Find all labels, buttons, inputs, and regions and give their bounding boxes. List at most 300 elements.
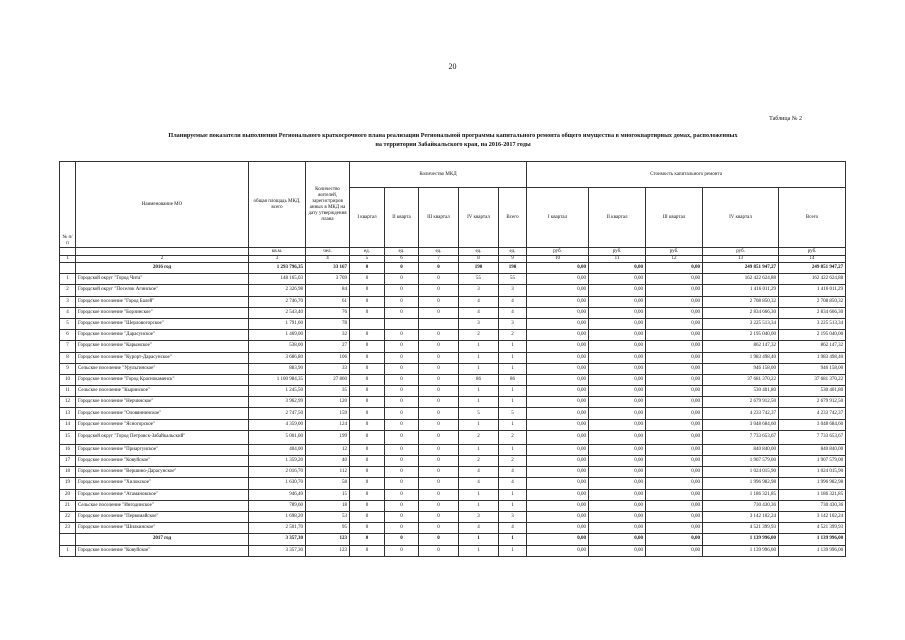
table-row [60,467,846,478]
unit-cell: руб. [527,248,589,256]
municipality-name: Городское поселение "Ковуйское" [76,456,249,467]
cost-q4: 3 225 513,34 [703,318,779,329]
table-row [60,545,846,556]
column-number: 9 [499,256,527,263]
cost-total: 530 401,80 [779,386,846,397]
cost-q2: 0,00 [589,330,646,341]
cost-q4: 862 147,32 [703,341,779,352]
table-row [60,330,846,341]
municipality-name: Городское поселение "Атамановское" [76,489,249,500]
mkd-q4: 1 [459,444,499,455]
cost-q3: 0,00 [646,467,703,478]
cost-q2: 0,00 [589,341,646,352]
municipality-name: Городской округ "Город Петровск-Забайкальский" [76,430,249,444]
mkd-q3: 0 [419,500,459,511]
mkd-total: 1 [499,352,527,363]
mkd-q4: 4 [459,478,499,489]
cost-total: 1 907 579,00 [779,456,846,467]
column-number: 10 [527,256,589,263]
unit-cell [76,248,249,256]
mkd-total: 1 [499,489,527,500]
cost-q4: 4 233 742,37 [703,408,779,419]
cost-q1: 0,00 [527,478,589,489]
mkd-q2: 0 [385,511,419,522]
area-value: 538,00 [249,341,306,352]
mkd-q2: 0 [385,489,419,500]
cost-total: 3 048 684,60 [779,419,846,430]
area-value: 1 791,60 [249,318,306,329]
mkd-q4: 3 [459,318,499,329]
mkd-total: 3 [499,511,527,522]
mkd-q1: 0 [350,397,385,408]
cost-q2: 0,00 [589,489,646,500]
area-value: 2 326,98 [249,285,306,296]
table-row [60,523,846,534]
year-total-row [60,263,846,274]
row-number [60,534,76,545]
municipality-name: Городской округ "Город Чита" [76,274,249,285]
municipality-name: Городское поселение "Курорт-Дарасунское" [76,352,249,363]
unit-cell: руб. [646,248,703,256]
mkd-total: 4 [499,307,527,318]
row-number: 18 [60,467,76,478]
residents-value: 27 [306,341,350,352]
table-row [60,296,846,307]
cost-q1: 0,00 [527,430,589,444]
mkd-q1: 0 [350,352,385,363]
mkd-q3: 0 [419,467,459,478]
table-body [60,263,846,557]
unit-cell [60,248,76,256]
mkd-q1: 0 [350,511,385,522]
cost-q2: 0,00 [589,307,646,318]
cost-q4: 7 733 653,67 [703,430,779,444]
area-value: 883,90 [249,363,306,374]
cost-q4: 946 158,00 [703,363,779,374]
area-value: 2 501,70 [249,523,306,534]
mkd-q2: 0 [385,341,419,352]
cost-q1: 0,00 [527,263,589,274]
mkd-q2: 0 [385,467,419,478]
column-number: 13 [703,256,779,263]
cost-total: 7 733 653,67 [779,430,846,444]
mkd-q2: 0 [385,263,419,274]
units-row [60,248,846,256]
column-number: 1 [60,256,76,263]
area-value: 2 016,70 [249,467,306,478]
mkd-total: 2 [499,456,527,467]
cost-total: 4 233 742,37 [779,408,846,419]
mkd-q1: 0 [350,523,385,534]
mkd-total: 190 [499,263,527,274]
municipality-name: Городское поселение "Приаргунское" [76,444,249,455]
table-row [60,352,846,363]
row-number: 21 [60,500,76,511]
cost-q3: 0,00 [646,352,703,363]
table-row [60,500,846,511]
header-cost-q3: III квартал [646,188,703,248]
header-total: Всего [499,188,527,248]
residents-value: 35 [306,386,350,397]
mkd-q2: 0 [385,500,419,511]
mkd-total: 1 [499,444,527,455]
row-number: 11 [60,386,76,397]
row-number: 15 [60,430,76,444]
cost-total: 730 430,36 [779,500,846,511]
mkd-q2: 0 [385,545,419,556]
row-number: 2 [60,285,76,296]
area-value: 3 686,80 [249,352,306,363]
cost-q2: 0,00 [589,419,646,430]
mkd-q4: 2 [459,430,499,444]
mkd-total: 3 [499,318,527,329]
cost-total: 3 225 513,34 [779,318,846,329]
cost-q3: 0,00 [646,386,703,397]
cost-q2: 0,00 [589,478,646,489]
row-number: 17 [60,456,76,467]
mkd-q2: 0 [385,363,419,374]
cost-q1: 0,00 [527,296,589,307]
cost-q3: 0,00 [646,419,703,430]
cost-q1: 0,00 [527,419,589,430]
cost-q1: 0,00 [527,330,589,341]
cost-q3: 0,00 [646,523,703,534]
cost-q2: 0,00 [589,296,646,307]
mkd-q4: 1 [459,489,499,500]
mkd-q4: 4 [459,296,499,307]
residents-value: 159 [306,408,350,419]
cost-q2: 0,00 [589,263,646,274]
mkd-q4: 3 [459,285,499,296]
column-number: 5 [350,256,385,263]
cost-total: 862 147,32 [779,341,846,352]
table-row [60,444,846,455]
mkd-q1: 0 [350,374,385,385]
area-value: 1 698,20 [249,511,306,522]
municipality-name: Городское поселение "Нерчинское" [76,397,249,408]
mkd-q3: 0 [419,263,459,274]
mkd-q4: 1 [459,534,499,545]
row-number: 14 [60,419,76,430]
mkd-total: 4 [499,296,527,307]
header-residents: Количество жителей, зарегистриров анных в МКД на дату утверждения плана [306,162,350,248]
header-q2: II кварта [385,188,419,248]
row-number: 7 [60,341,76,352]
row-number: 5 [60,318,76,329]
cost-q2: 0,00 [589,363,646,374]
mkd-q1: 0 [350,430,385,444]
municipality-name: Городское поселение "Город Балей" [76,296,249,307]
mkd-q1: 0 [350,500,385,511]
mkd-q1: 0 [350,307,385,318]
cost-q4: 1 416 011,29 [703,285,779,296]
header-cost-q2: II квартал [589,188,646,248]
cost-total: 2 708 850,32 [779,296,846,307]
municipality-name: Сельское поселение "Ингодинское" [76,500,249,511]
unit-cell: ед. [459,248,499,256]
cost-total: 1 416 011,29 [779,285,846,296]
table-row [60,397,846,408]
cost-q2: 0,00 [589,285,646,296]
cost-q4: 2 708 850,32 [703,296,779,307]
mkd-q4: 1 [459,500,499,511]
column-number: 12 [646,256,703,263]
cost-q4: 3 048 684,60 [703,419,779,430]
residents-value: 123 [306,545,350,556]
area-value: 3 357,30 [249,545,306,556]
header-cost: Стоимость капитального ремонта [527,162,846,188]
mkd-q2: 0 [385,386,419,397]
row-number [60,263,76,274]
mkd-q3: 0 [419,430,459,444]
cost-q4: 1 907 579,00 [703,456,779,467]
residents-value: 40 [306,456,350,467]
mkd-q3: 0 [419,444,459,455]
row-number: 6 [60,330,76,341]
mkd-q4: 2 [459,456,499,467]
header-q1: I квартал [350,188,385,248]
mkd-q3: 0 [419,330,459,341]
mkd-q1: 0 [350,545,385,556]
residents-value: 18 [306,500,350,511]
area-value: 2 543,40 [249,307,306,318]
residents-value: 124 [306,419,350,430]
mkd-q2 [385,318,419,329]
cost-q3: 0,00 [646,374,703,385]
mkd-q2: 0 [385,397,419,408]
cost-q2: 0,00 [589,352,646,363]
table-row [60,419,846,430]
cost-total: 1 186 321,85 [779,489,846,500]
unit-cell: руб. [703,248,779,256]
mkd-q1: 0 [350,363,385,374]
mkd-q4: 4 [459,523,499,534]
mkd-q1: 0 [350,408,385,419]
table-row [60,478,846,489]
mkd-q1: 0 [350,330,385,341]
table-row [60,386,846,397]
area-value: 1 100 984,35 [249,374,306,385]
municipality-name: 2016 год [76,263,249,274]
municipality-name: Городское поселение "Вершино-Дарасунское" [76,467,249,478]
cost-q1: 0,00 [527,467,589,478]
table-row [60,408,846,419]
residents-value: 95 [306,523,350,534]
mkd-total: 1 [499,386,527,397]
unit-cell: ед. [419,248,459,256]
cost-total: 4 521 399,93 [779,523,846,534]
table-row [60,274,846,285]
cost-q2: 0,00 [589,511,646,522]
table-row [60,341,846,352]
mkd-q1: 0 [350,419,385,430]
row-number: 3 [60,296,76,307]
table-row [60,318,846,329]
area-value: 2 746,70 [249,296,306,307]
area-value: 1 469,00 [249,330,306,341]
header-cost-total: Всего [779,188,846,248]
mkd-total: 1 [499,500,527,511]
mkd-q4: 1 [459,419,499,430]
mkd-q2: 0 [385,534,419,545]
mkd-q3: 0 [419,478,459,489]
mkd-q4: 86 [459,374,499,385]
cost-q1: 0,00 [527,489,589,500]
residents-value: 120 [306,397,350,408]
municipality-name: Городское поселение "Оловяннинское" [76,408,249,419]
mkd-q1 [350,318,385,329]
cost-total: 1 996 982,98 [779,478,846,489]
cost-q3: 0,00 [646,307,703,318]
mkd-total: 5 [499,408,527,419]
municipality-name: Городское поселение "Город Краснокаменск" [76,374,249,385]
year-total-row [60,534,846,545]
cost-q3: 0,00 [646,478,703,489]
mkd-total: 4 [499,523,527,534]
mkd-total: 1 [499,534,527,545]
cost-total: 946 158,00 [779,363,846,374]
area-value: 1 293 796,35 [249,263,306,274]
header-area: общая площадь МКД, всего [249,162,306,248]
cost-total: 2 679 912,50 [779,397,846,408]
cost-q1: 0,00 [527,318,589,329]
mkd-total: 3 [499,285,527,296]
header-name: Наименование МО [76,162,249,248]
mkd-q4: 1 [459,545,499,556]
row-number: 19 [60,478,76,489]
area-value: 5 001,00 [249,430,306,444]
row-number: 8 [60,352,76,363]
header-num: № п/п [60,162,76,248]
mkd-q3: 0 [419,341,459,352]
header-mkd-count: Количество МКД [350,162,527,188]
cost-q4: 2 195 040,00 [703,330,779,341]
cost-q2: 0,00 [589,444,646,455]
mkd-q2: 0 [385,274,419,285]
table-row [60,511,846,522]
mkd-q1: 0 [350,341,385,352]
column-number: 14 [779,256,846,263]
cost-q1: 0,00 [527,352,589,363]
cost-q2: 0,00 [589,374,646,385]
cost-q4: 3 142 102,24 [703,511,779,522]
residents-value: 32 [306,330,350,341]
row-number: 10 [60,374,76,385]
column-number: 3 [249,256,306,263]
municipality-name: Городское поселение "Шилкинское" [76,523,249,534]
area-value: 148 165,03 [249,274,306,285]
mkd-q3: 0 [419,489,459,500]
table-row [60,430,846,444]
cost-total: 2 834 666,30 [779,307,846,318]
area-value: 3 357,30 [249,534,306,545]
cost-q2: 0,00 [589,456,646,467]
cost-q4: 530 401,80 [703,386,779,397]
row-number: 22 [60,511,76,522]
cost-q4: 1 139 996,00 [703,545,779,556]
municipality-name: Сельское поселение "Кыринское" [76,386,249,397]
mkd-total: 1 [499,545,527,556]
municipality-name: Городское поселение "Борзинское" [76,307,249,318]
mkd-q3: 0 [419,274,459,285]
cost-q3: 0,00 [646,330,703,341]
row-number: 20 [60,489,76,500]
mkd-total: 55 [499,274,527,285]
residents-value: 58 [306,478,350,489]
mkd-q4: 2 [459,330,499,341]
mkd-q2: 0 [385,419,419,430]
residents-value: 27 860 [306,374,350,385]
mkd-total: 1 [499,341,527,352]
unit-cell: чел. [306,248,350,256]
mkd-q4: 3 [459,511,499,522]
cost-q1: 0,00 [527,444,589,455]
header-cost-q4: IV квартал [703,188,779,248]
column-number: 6 [385,256,419,263]
page-number: 20 [448,62,457,71]
mkd-total: 4 [499,467,527,478]
cost-q3: 0,00 [646,545,703,556]
cost-q2: 0,00 [589,545,646,556]
residents-value: 199 [306,430,350,444]
mkd-q1: 0 [350,263,385,274]
cost-q4: 162 422 624,88 [703,274,779,285]
residents-value: 3 769 [306,274,350,285]
cost-total: 1 983 498,40 [779,352,846,363]
title-line-2: на территории Забайкальского края, на 2016-2017 годы [375,141,531,148]
cost-q3: 0,00 [646,444,703,455]
cost-q4: 1 983 498,40 [703,352,779,363]
area-value: 3 962,99 [249,397,306,408]
area-value: 789,60 [249,500,306,511]
row-number: 9 [60,363,76,374]
area-value: 946,40 [249,489,306,500]
mkd-q3: 0 [419,363,459,374]
cost-q1: 0,00 [527,374,589,385]
mkd-q3: 0 [419,545,459,556]
residents-value: 53 [306,511,350,522]
cost-q4: 1 996 982,98 [703,478,779,489]
area-value: 2 747,50 [249,408,306,419]
mkd-q4: 4 [459,307,499,318]
mkd-q4: 1 [459,363,499,374]
mkd-q3: 0 [419,523,459,534]
cost-q3: 0,00 [646,285,703,296]
cost-q4: 1 186 321,85 [703,489,779,500]
cost-q1: 0,00 [527,397,589,408]
area-value: 404,00 [249,444,306,455]
cost-total: 37 681 370,22 [779,374,846,385]
mkd-q3: 0 [419,534,459,545]
cost-total: 2 195 040,00 [779,330,846,341]
cost-q3: 0,00 [646,363,703,374]
residents-value: 61 [306,296,350,307]
mkd-q2: 0 [385,296,419,307]
mkd-q1: 0 [350,467,385,478]
municipality-name: Городское поселение "Первомайское" [76,511,249,522]
cost-q3: 0,00 [646,263,703,274]
column-number: 4 [306,256,350,263]
mkd-q3 [419,318,459,329]
mkd-q3: 0 [419,386,459,397]
cost-q2: 0,00 [589,467,646,478]
unit-cell: ед. [350,248,385,256]
mkd-q3: 0 [419,456,459,467]
mkd-total: 86 [499,374,527,385]
mkd-q4: 1 [459,352,499,363]
mkd-q4: 1 [459,341,499,352]
municipality-name: Городское поселение "Дарасунское" [76,330,249,341]
